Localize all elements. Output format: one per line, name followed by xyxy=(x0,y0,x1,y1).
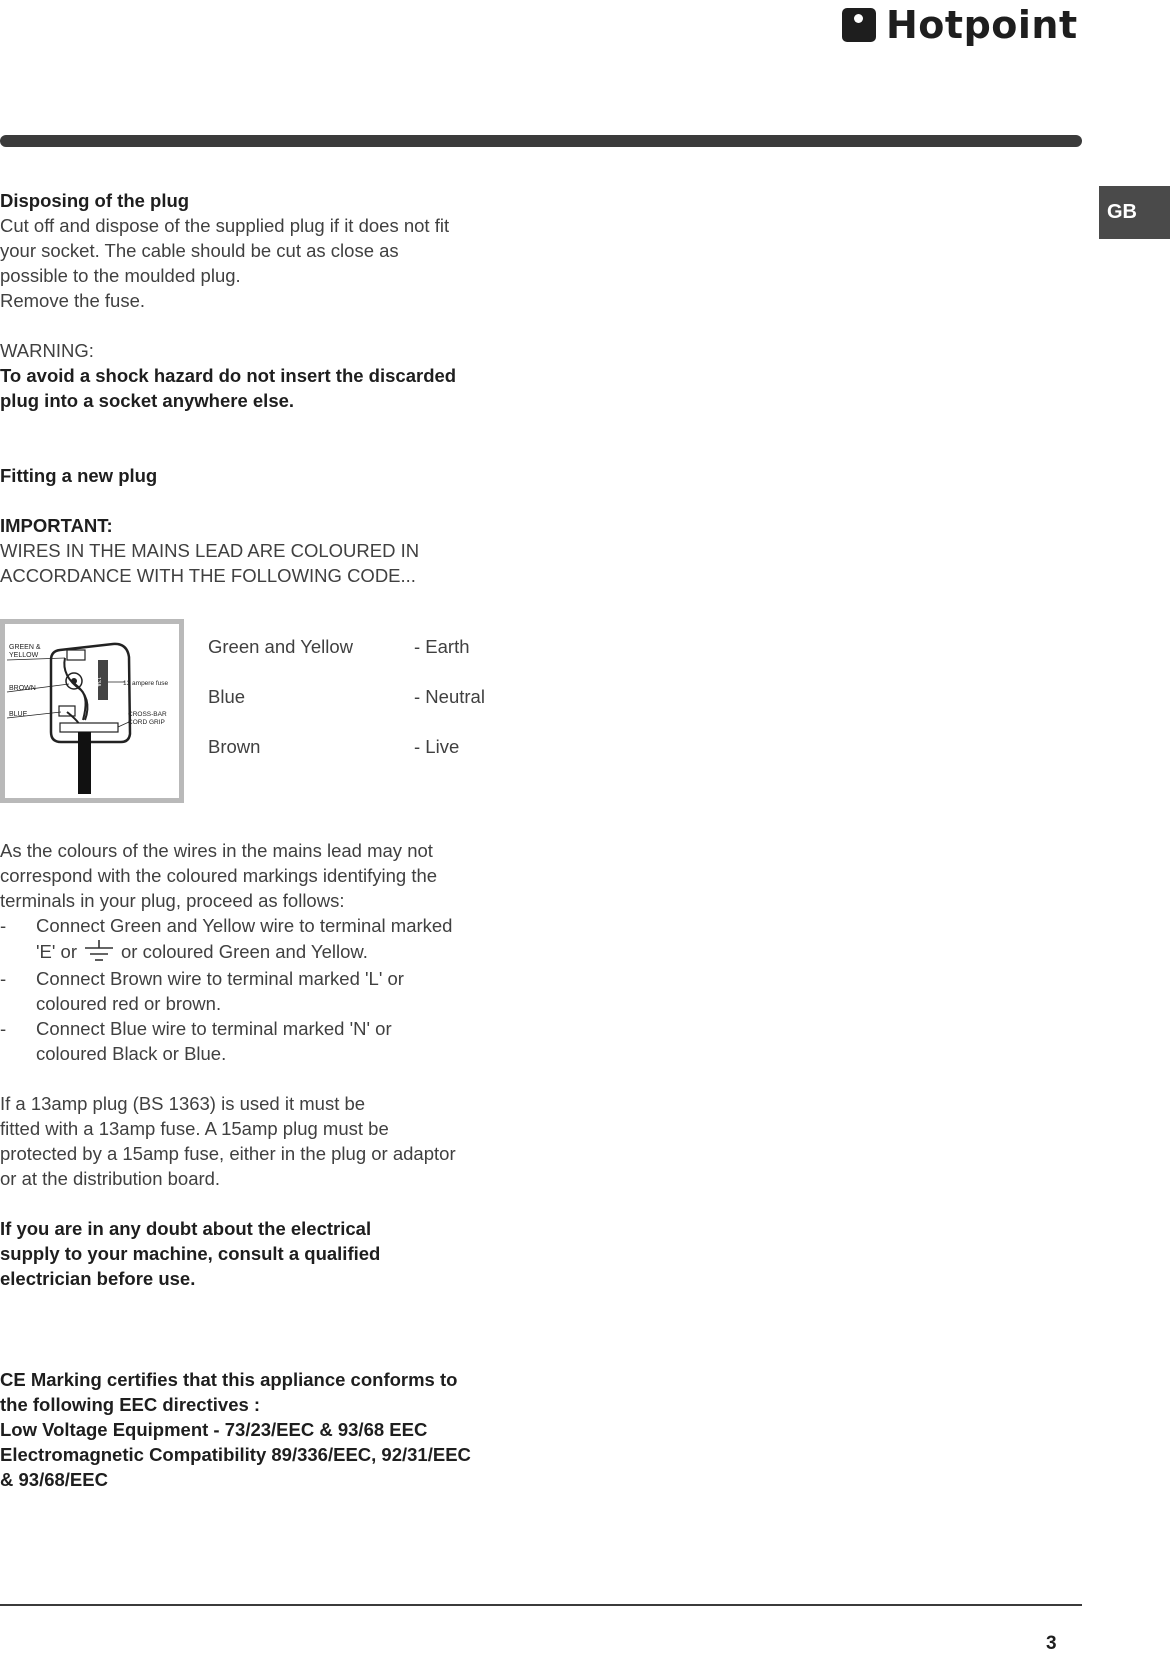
wire-meaning: - Earth xyxy=(414,636,470,657)
list-text: Connect Brown wire to terminal marked 'L' or xyxy=(36,968,404,989)
header-divider xyxy=(0,135,1082,147)
fitting-heading: Fitting a new plug xyxy=(0,465,158,486)
important-label: IMPORTANT: xyxy=(0,515,113,536)
label-cordgrip: CORD GRIP xyxy=(128,719,165,726)
disposing-line: your socket. The cable should be cut as close as xyxy=(0,240,399,261)
doubt-line: electrician before use. xyxy=(0,1268,196,1289)
label-green-yellow: GREEN & xyxy=(9,644,41,651)
wire-colour: Green and Yellow xyxy=(208,636,354,657)
hotpoint-logo-icon xyxy=(842,8,876,42)
earth-symbol-icon xyxy=(83,940,115,964)
list-text: or coloured Green and Yellow. xyxy=(121,941,368,962)
ce-marking-section xyxy=(0,1367,520,1492)
ce-line: & 93/68/EEC xyxy=(0,1469,108,1490)
wire-colour-table xyxy=(208,636,485,786)
list-item xyxy=(0,1016,520,1066)
ce-line: Electromagnetic Compatibility 89/336/EEC, 92/31/EEC xyxy=(0,1444,471,1465)
ce-line: Low Voltage Equipment - 73/23/EEC & 93/68 EEC xyxy=(0,1419,428,1440)
list-text: Connect Green and Yellow wire to terminal marked xyxy=(36,915,453,936)
warning-text: To avoid a shock hazard do not insert the discarded xyxy=(0,365,457,386)
plug-wiring-diagram xyxy=(0,619,184,803)
label-blue: BLUE xyxy=(9,711,28,718)
doubt-line: supply to your machine, consult a qualified xyxy=(0,1243,381,1264)
intro-line: correspond with the coloured markings identifying the xyxy=(0,865,438,886)
list-item xyxy=(0,913,520,966)
label-green-yellow-2: YELLOW xyxy=(9,652,39,659)
brand-name: Hotpoint xyxy=(886,3,1078,47)
earth-terminal xyxy=(67,650,85,660)
label-brown: BROWN xyxy=(9,685,36,692)
fuse-info-line: protected by a 15amp fuse, either in the plug or adaptor xyxy=(0,1143,456,1164)
wire-colour: Blue xyxy=(208,686,246,707)
list-text: coloured red or brown. xyxy=(36,993,222,1014)
label-crossbar: CROSS-BAR xyxy=(128,711,167,718)
intro-line: terminals in your plug, proceed as follows: xyxy=(0,890,345,911)
instructions-section xyxy=(0,838,520,1291)
fuse-label: 13A xyxy=(95,677,101,687)
wire-colour: Brown xyxy=(208,736,261,757)
wire-row xyxy=(208,686,485,736)
list-dash: - xyxy=(0,915,7,936)
ce-line: CE Marking certifies that this appliance conforms to xyxy=(0,1369,458,1390)
list-dash: - xyxy=(0,1018,7,1039)
list-item xyxy=(0,966,520,1016)
mains-cable xyxy=(78,732,91,794)
cord-grip-bar xyxy=(60,723,118,732)
wire-row xyxy=(208,736,485,786)
disposing-section xyxy=(0,188,520,413)
disposing-heading: Disposing of the plug xyxy=(0,190,190,211)
list-text: Connect Blue wire to terminal marked 'N' or xyxy=(36,1018,392,1039)
neutral-terminal xyxy=(59,706,75,716)
fuse-info-line: fitted with a 13amp fuse. A 15amp plug must be xyxy=(0,1118,389,1139)
hotpoint-logo xyxy=(842,2,1078,48)
warning-text: plug into a socket anywhere else. xyxy=(0,390,295,411)
fitting-section xyxy=(0,463,520,588)
wire-meaning: - Neutral xyxy=(414,686,485,707)
doubt-line: If you are in any doubt about the electrical xyxy=(0,1218,372,1239)
label-fuse: 13 ampere fuse xyxy=(123,680,169,687)
plug-diagram-svg xyxy=(5,624,179,798)
important-text: WIRES IN THE MAINS LEAD ARE COLOURED IN xyxy=(0,540,420,561)
wire-row xyxy=(208,636,485,686)
page-number: 3 xyxy=(1046,1633,1057,1654)
fuse-info-line: or at the distribution board. xyxy=(0,1168,221,1189)
footer-divider xyxy=(0,1604,1082,1606)
disposing-line: possible to the moulded plug. xyxy=(0,265,241,286)
warning-label: WARNING: xyxy=(0,340,94,361)
list-text: 'E' or xyxy=(36,941,77,962)
list-text: coloured Black or Blue. xyxy=(36,1043,227,1064)
ce-line: the following EEC directives : xyxy=(0,1394,261,1415)
language-tab: GB xyxy=(1099,186,1170,239)
intro-line: As the colours of the wires in the mains lead may not xyxy=(0,840,433,861)
disposing-line: Remove the fuse. xyxy=(0,290,145,311)
wire-meaning: - Live xyxy=(414,736,460,757)
disposing-line: Cut off and dispose of the supplied plug if it does not fit xyxy=(0,215,450,236)
list-dash: - xyxy=(0,968,7,989)
fuse-info-line: If a 13amp plug (BS 1363) is used it must be xyxy=(0,1093,366,1114)
important-text: ACCORDANCE WITH THE FOLLOWING CODE... xyxy=(0,565,416,586)
